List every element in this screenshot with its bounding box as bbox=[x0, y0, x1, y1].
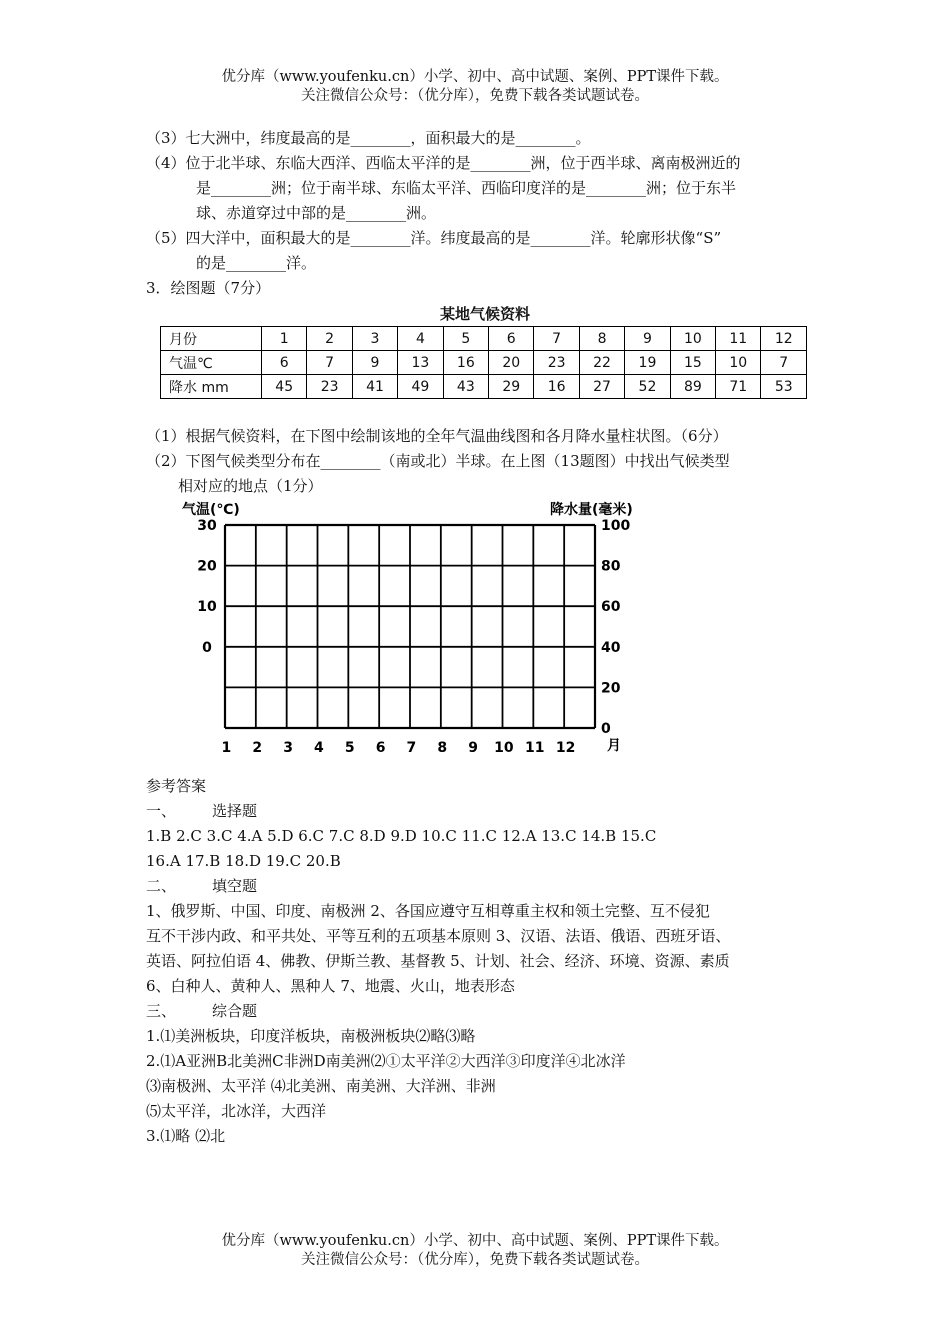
right-tick-label: 60 bbox=[601, 599, 621, 616]
answers-section-2-title: 填空题 bbox=[212, 877, 258, 895]
answers-section-2-number: 二、 bbox=[146, 877, 177, 895]
left-tick-label: 10 bbox=[197, 599, 217, 616]
left-tick-label: 20 bbox=[197, 558, 217, 575]
x-tick-label: 5 bbox=[344, 740, 355, 756]
header-line-1: 优分库（www.youfenku.cn）小学、初中、高中试题、案例、PPT课件下载。 bbox=[221, 69, 729, 85]
right-tick-label: 100 bbox=[601, 518, 631, 534]
x-tick-label: 9 bbox=[468, 740, 478, 756]
precipitation-cell: 52 bbox=[625, 375, 670, 399]
temperature-cell: 7 bbox=[307, 351, 352, 375]
answers-section-1-line-1: 1.B 2.C 3.C 4.A 5.D 6.C 7.C 8.D 9.D 10.C 11.C 12.A 13.C 14.B 15.C bbox=[146, 827, 657, 845]
precipitation-cell: 89 bbox=[670, 375, 715, 399]
month-cell: 7 bbox=[534, 327, 579, 351]
temperature-cell: 23 bbox=[534, 351, 579, 375]
temperature-cell: 20 bbox=[489, 351, 534, 375]
section-3-title: 3．绘图题（7分） bbox=[146, 279, 271, 297]
question-5-line-2: 的是________洋。 bbox=[196, 254, 317, 272]
month-cell: 2 bbox=[307, 327, 352, 351]
footer-line-1: 优分库（www.youfenku.cn）小学、初中、高中试题、案例、PPT课件下载。 bbox=[221, 1233, 729, 1249]
precipitation-cell: 45 bbox=[262, 375, 307, 399]
temperature-row bbox=[161, 351, 807, 375]
answers-section-3-line-5: 3.⑴略 ⑵北 bbox=[146, 1127, 226, 1145]
answers-heading: 参考答案 bbox=[146, 777, 207, 795]
month-cell: 3 bbox=[352, 327, 397, 351]
month-row bbox=[161, 327, 807, 351]
right-tick-label: 0 bbox=[601, 721, 611, 737]
temperature-cell: 19 bbox=[625, 351, 670, 375]
right-axis-label: 降水量(毫米) bbox=[550, 502, 633, 518]
answers-section-3-title: 综合题 bbox=[212, 1002, 258, 1020]
precipitation-cell: 16 bbox=[534, 375, 579, 399]
question-4-line-3: 球、赤道穿过中部的是________洲。 bbox=[196, 204, 437, 222]
precipitation-row bbox=[161, 375, 807, 399]
question-4-line-1: （4）位于北半球、东临大西洋、西临太平洋的是________洲，位于西半球、离南极洲近的 bbox=[146, 154, 741, 172]
x-tick-label: 7 bbox=[406, 740, 417, 756]
precipitation-header: 降水 mm bbox=[161, 375, 262, 399]
right-tick-label: 80 bbox=[601, 558, 621, 575]
answers-section-1-number: 一、 bbox=[146, 802, 177, 820]
footer-line-2: 关注微信公众号：（优分库），免费下载各类试题试卷。 bbox=[301, 1252, 649, 1268]
month-cell: 12 bbox=[761, 327, 807, 351]
answers-section-2-line-3: 英语、阿拉伯语 4、佛教、伊斯兰教、基督教 5、计划、社会、经济、环境、资源、素质 bbox=[146, 952, 730, 970]
x-tick-label: 10 bbox=[494, 740, 514, 756]
x-tick-label: 3 bbox=[283, 740, 293, 756]
month-cell: 6 bbox=[489, 327, 534, 351]
right-tick-label: 20 bbox=[601, 680, 621, 697]
temperature-cell: 10 bbox=[716, 351, 761, 375]
precipitation-cell: 27 bbox=[579, 375, 624, 399]
x-tick-label: 6 bbox=[375, 740, 386, 756]
answers-section-3-line-3: ⑶南极洲、太平洋 ⑷北美洲、南美洲、大洋洲、非洲 bbox=[146, 1077, 496, 1095]
precipitation-cell: 29 bbox=[489, 375, 534, 399]
precipitation-cell: 71 bbox=[716, 375, 761, 399]
temperature-cell: 7 bbox=[761, 351, 807, 375]
precipitation-cell: 43 bbox=[443, 375, 488, 399]
answers-section-1-line-2: 16.A 17.B 18.D 19.C 20.B bbox=[146, 852, 341, 870]
x-tick-label: 1 bbox=[221, 740, 232, 756]
temperature-cell: 16 bbox=[443, 351, 488, 375]
question-4-line-2: 是________洲；位于南半球、东临太平洋、西临印度洋的是________洲；位于东半 bbox=[196, 179, 737, 197]
month-cell: 5 bbox=[443, 327, 488, 351]
month-header: 月份 bbox=[161, 327, 262, 351]
answers-section-2-line-2: 互不干涉内政、和平共处、平等互利的五项基本原则 3、汉语、法语、俄语、西班牙语、 bbox=[146, 927, 731, 945]
climate-table-title: 某地气候资料 bbox=[439, 305, 530, 323]
right-tick-label: 40 bbox=[601, 639, 621, 656]
x-tick-label: 12 bbox=[555, 740, 576, 756]
chart-grid bbox=[225, 525, 595, 728]
answers-section-3-line-4: ⑸太平洋，北冰洋，大西洋 bbox=[146, 1102, 327, 1120]
temperature-cell: 22 bbox=[579, 351, 624, 375]
temperature-header: 气温℃ bbox=[161, 351, 262, 375]
answers-section-1-title: 选择题 bbox=[212, 802, 258, 820]
precipitation-cell: 49 bbox=[398, 375, 443, 399]
question-3: （3）七大洲中，纬度最高的是________，面积最大的是________。 bbox=[146, 129, 591, 147]
temperature-cell: 15 bbox=[670, 351, 715, 375]
month-cell: 8 bbox=[579, 327, 624, 351]
question-5-line-1: （5）四大洋中，面积最大的是________洋。纬度最高的是________洋。轮廓形状像“S” bbox=[146, 229, 722, 247]
answers-section-3-number: 三、 bbox=[146, 1002, 177, 1020]
left-axis-ticks bbox=[197, 518, 217, 656]
temperature-cell: 9 bbox=[352, 351, 397, 375]
x-axis-unit: 月 bbox=[607, 738, 621, 754]
right-axis-ticks bbox=[601, 518, 630, 737]
month-cell: 11 bbox=[716, 327, 761, 351]
precipitation-cell: 53 bbox=[761, 375, 807, 399]
month-cell: 10 bbox=[670, 327, 715, 351]
x-axis-ticks bbox=[222, 740, 576, 756]
temperature-cell: 13 bbox=[398, 351, 443, 375]
x-tick-label: 11 bbox=[525, 740, 545, 756]
month-cell: 9 bbox=[625, 327, 670, 351]
temperature-cell: 6 bbox=[262, 351, 307, 375]
answers-section-2-line-1: 1、俄罗斯、中国、印度、南极洲 2、各国应遵守互相尊重主权和领土完整、互不侵犯 bbox=[146, 902, 710, 920]
drawing-question-2-line-2: 相对应的地点（1分） bbox=[178, 477, 323, 495]
drawing-question-1: （1）根据气候资料，在下图中绘制该地的全年气温曲线图和各月降水量柱状图。（6分） bbox=[146, 427, 728, 445]
month-cell: 1 bbox=[262, 327, 307, 351]
x-tick-label: 8 bbox=[437, 740, 448, 756]
header-line-2: 关注微信公众号：（优分库），免费下载各类试题试卷。 bbox=[301, 88, 649, 104]
climate-table bbox=[160, 326, 807, 399]
left-axis-label: 气温(℃) bbox=[182, 502, 240, 518]
answers-section-3-line-1: 1.⑴美洲板块，印度洋板块，南极洲板块⑵略⑶略 bbox=[146, 1027, 476, 1045]
answers-section-2-line-4: 6、白种人、黄种人、黑种人 7、地震、火山，地表形态 bbox=[146, 977, 515, 995]
x-tick-label: 2 bbox=[252, 740, 263, 756]
climate-chart bbox=[170, 495, 650, 760]
left-tick-label: 30 bbox=[197, 518, 217, 534]
left-tick-label: 0 bbox=[202, 639, 212, 656]
month-cell: 4 bbox=[398, 327, 443, 351]
x-tick-label: 4 bbox=[314, 740, 324, 756]
drawing-question-2-line-1: （2）下图气候类型分布在________（南或北）半球。在上图（13题图）中找出气候类型 bbox=[146, 452, 730, 470]
precipitation-cell: 41 bbox=[352, 375, 397, 399]
precipitation-cell: 23 bbox=[307, 375, 352, 399]
answers-section-3-line-2: 2.⑴A亚洲B北美洲C非洲D南美洲⑵①太平洋②大西洋③印度洋④北冰洋 bbox=[146, 1052, 626, 1070]
